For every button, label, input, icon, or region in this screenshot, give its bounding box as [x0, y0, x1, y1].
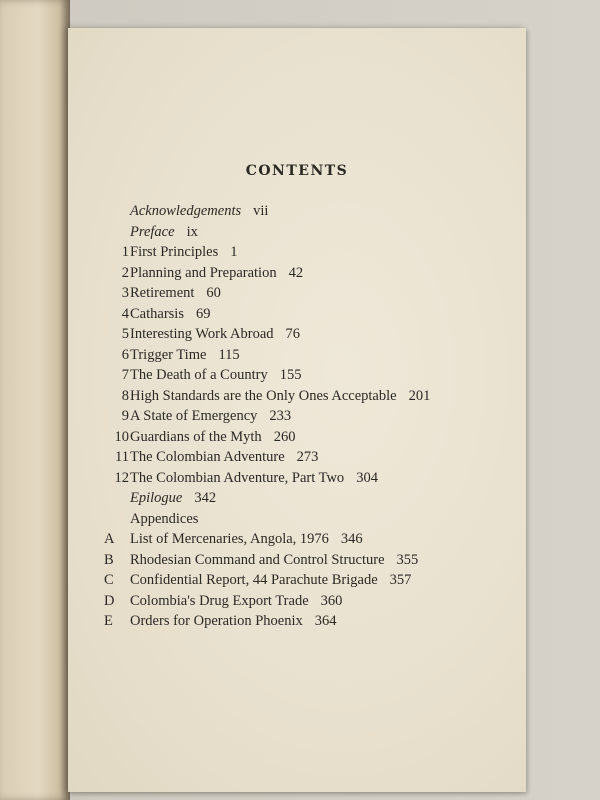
toc-appendices-heading: [68, 509, 526, 530]
toc-entry-page: 260: [273, 428, 296, 445]
chapter-number: 11: [115, 449, 129, 465]
appendix-letter: D: [104, 592, 115, 609]
toc-entry-title: Preface ix: [130, 223, 198, 240]
toc-entry-title: Retirement 60: [130, 285, 221, 301]
toc-entry-page: 364: [314, 613, 337, 629]
toc-entry-title: High Standards are the Only Ones Acceptable 201: [130, 387, 431, 404]
toc-entry-title: Interesting Work Abroad 76: [130, 326, 301, 342]
toc-entry-page: 304: [356, 469, 378, 486]
chapter-number: 10: [114, 428, 129, 445]
toc-entry-chapter: [68, 304, 526, 325]
toc-entry-title: The Death of a Country 155: [130, 367, 302, 383]
toc-entry-title: Guardians of the Myth 260: [130, 428, 296, 445]
chapter-number: 6: [121, 346, 129, 363]
toc-entry-title: Planning and Preparation 42: [130, 264, 304, 281]
toc-entry-title: The Colombian Adventure, Part Two 304: [130, 469, 378, 486]
toc-entry-appendix: [68, 529, 526, 550]
chapter-number: 12: [114, 469, 129, 486]
toc-entry-chapter: [68, 386, 526, 407]
toc-entry-title: Colombia's Drug Export Trade 360: [130, 592, 343, 609]
chapter-number: 8: [121, 387, 129, 404]
appendix-letter: E: [104, 613, 113, 629]
appendix-letter: B: [104, 551, 114, 568]
chapter-number: 2: [121, 264, 129, 281]
toc-entry-title: Rhodesian Command and Control Structure 355: [130, 551, 419, 568]
toc-entry-title: Orders for Operation Phoenix 364: [130, 613, 337, 629]
toc-entry-acknowledgements: [68, 201, 526, 222]
toc-entry-chapter: [68, 345, 526, 366]
chapter-number: 3: [121, 285, 129, 301]
toc-entry-chapter: [68, 447, 526, 468]
toc-entry-appendix: [68, 611, 526, 632]
appendices-heading: Appendices: [130, 510, 199, 527]
chapter-number: 4: [121, 305, 129, 322]
toc-entry-page: 76: [285, 326, 301, 342]
appendix-letter: A: [104, 531, 115, 547]
toc-entry-title: First Principles 1: [130, 244, 238, 260]
toc-entry-page: 155: [279, 367, 302, 383]
toc-entry-chapter: [68, 283, 526, 304]
toc-entry-title: Catharsis 69: [130, 305, 211, 322]
toc-entry-title: List of Mercenaries, Angola, 1976 346: [130, 531, 363, 547]
toc-entry-page: 357: [389, 572, 412, 588]
toc-entry-title: Confidential Report, 44 Parachute Brigade 357: [130, 572, 412, 588]
chapter-number: 7: [121, 367, 129, 383]
toc-entry-page: 355: [396, 551, 419, 568]
toc-entry-title: The Colombian Adventure 273: [130, 449, 319, 465]
page-title: CONTENTS: [245, 163, 349, 179]
toc-entry-chapter: [68, 468, 526, 489]
toc-entry-page: 201: [408, 387, 431, 404]
toc-entry-page: 115: [218, 346, 240, 363]
toc-entry-chapter: [68, 242, 526, 263]
toc-entry-title: Epilogue 342: [130, 490, 217, 506]
toc-entry-chapter: [68, 406, 526, 427]
chapter-number: 9: [121, 408, 129, 424]
toc-entry-page: vii: [253, 203, 269, 219]
toc-entry-appendix: [68, 550, 526, 571]
toc-entry-page: 69: [195, 305, 211, 322]
facing-page-edge: [0, 0, 70, 800]
toc-entry-appendix: [68, 570, 526, 591]
toc-entry-chapter: [68, 427, 526, 448]
table-of-contents: [68, 201, 526, 632]
toc-entry-page: 233: [269, 408, 292, 424]
toc-entry-page: 273: [296, 449, 319, 465]
toc-entry-epilogue: [68, 488, 526, 509]
toc-entry-page: 42: [288, 264, 304, 281]
appendix-letter: C: [104, 572, 114, 588]
chapter-number: 1: [121, 244, 129, 260]
toc-entry-chapter: [68, 263, 526, 284]
toc-entry-chapter: [68, 365, 526, 386]
chapter-number: 5: [121, 326, 129, 342]
toc-entry-page: 346: [340, 531, 363, 547]
toc-entry-appendix: [68, 591, 526, 612]
toc-entry-page: 1: [230, 244, 238, 260]
toc-entry-title: Acknowledgements vii: [130, 203, 269, 219]
toc-entry-page: 342: [194, 490, 217, 506]
toc-entry-page: 60: [206, 285, 221, 301]
contents-page: [68, 28, 526, 792]
toc-entry-page: 360: [320, 592, 343, 609]
toc-entry-title: A State of Emergency 233: [130, 408, 292, 424]
toc-entry-title: Trigger Time 115: [130, 346, 240, 363]
toc-entry-page: ix: [186, 223, 198, 240]
toc-entry-preface: [68, 222, 526, 243]
toc-entry-chapter: [68, 324, 526, 345]
